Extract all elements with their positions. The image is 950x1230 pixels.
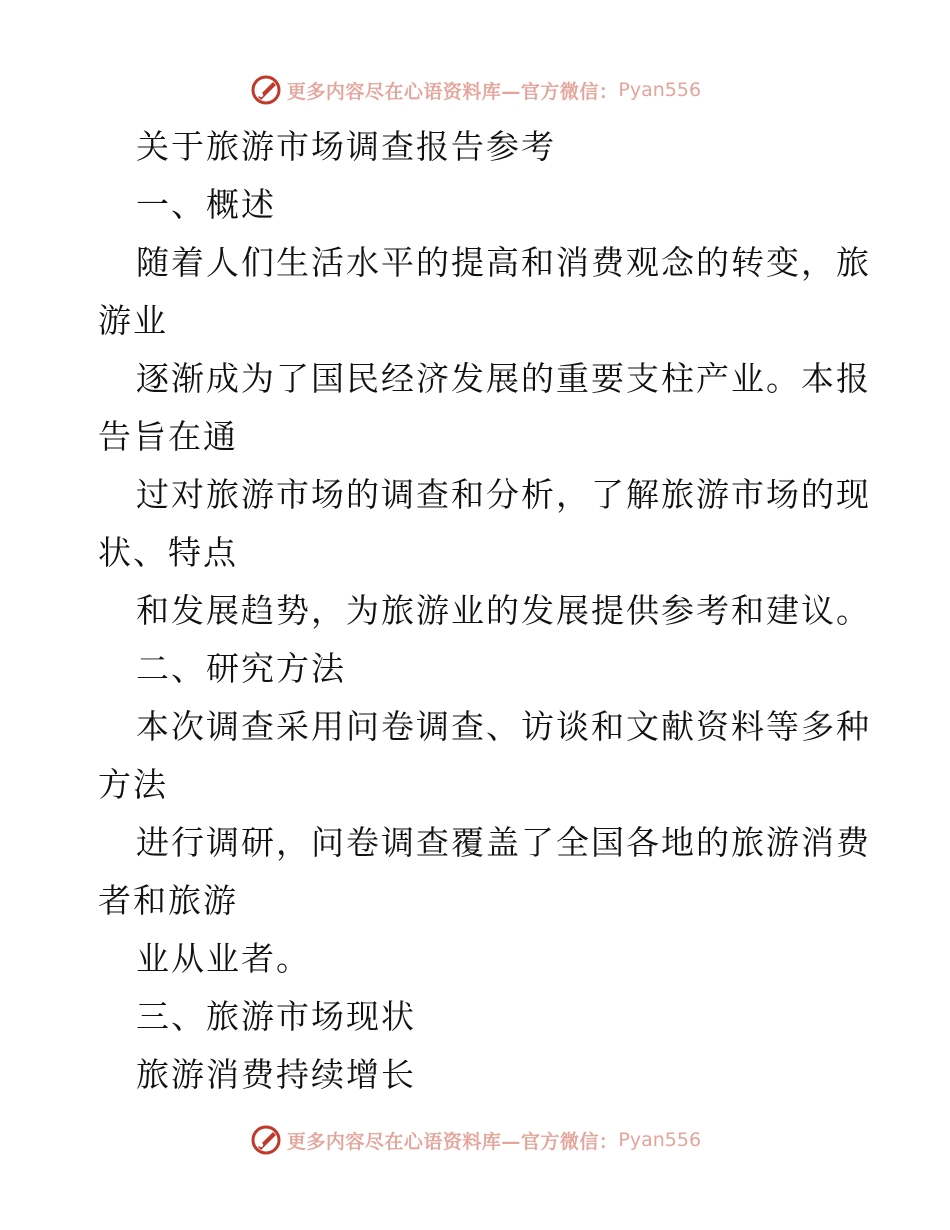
banner-contact: Pyan556 [618, 1129, 702, 1151]
text-line: 游业 [98, 301, 168, 340]
footer-banner [0, 1120, 950, 1160]
text-line: 业从业者。 [136, 939, 311, 978]
text-line: 关于旅游市场调查报告参考 [136, 127, 556, 166]
banner-text: 更多内容尽在心语资料库—官方微信： [286, 80, 619, 103]
text-line: 本次调查采用问卷调查、访谈和文献资料等多种 [136, 707, 871, 746]
text-line: 随着人们生活水平的提高和消费观念的转变，旅 [136, 243, 871, 282]
text-line: 者和旅游 [98, 881, 238, 920]
pen-logo-icon [249, 1123, 283, 1157]
header-banner [0, 70, 950, 110]
text-line: 进行调研，问卷调查覆盖了全国各地的旅游消费 [136, 823, 871, 862]
text-line: 三、旅游市场现状 [136, 997, 416, 1036]
text-line: 状、特点 [98, 533, 238, 572]
banner-text: 更多内容尽在心语资料库—官方微信： [286, 1130, 619, 1153]
text-line: 和发展趋势，为旅游业的发展提供参考和建议。 [136, 591, 871, 630]
pen-logo-icon [249, 73, 283, 107]
text-line: 告旨在通 [98, 417, 238, 456]
text-line: 旅游消费持续增长 [136, 1055, 416, 1094]
document-body [98, 118, 871, 1104]
text-line: 方法 [98, 765, 168, 804]
text-line: 逐渐成为了国民经济发展的重要支柱产业。本报 [136, 359, 871, 398]
banner-contact: Pyan556 [618, 79, 702, 101]
text-line: 一、概述 [136, 185, 276, 224]
text-line: 二、研究方法 [136, 649, 346, 688]
text-line: 过对旅游市场的调查和分析，了解旅游市场的现 [136, 475, 871, 514]
